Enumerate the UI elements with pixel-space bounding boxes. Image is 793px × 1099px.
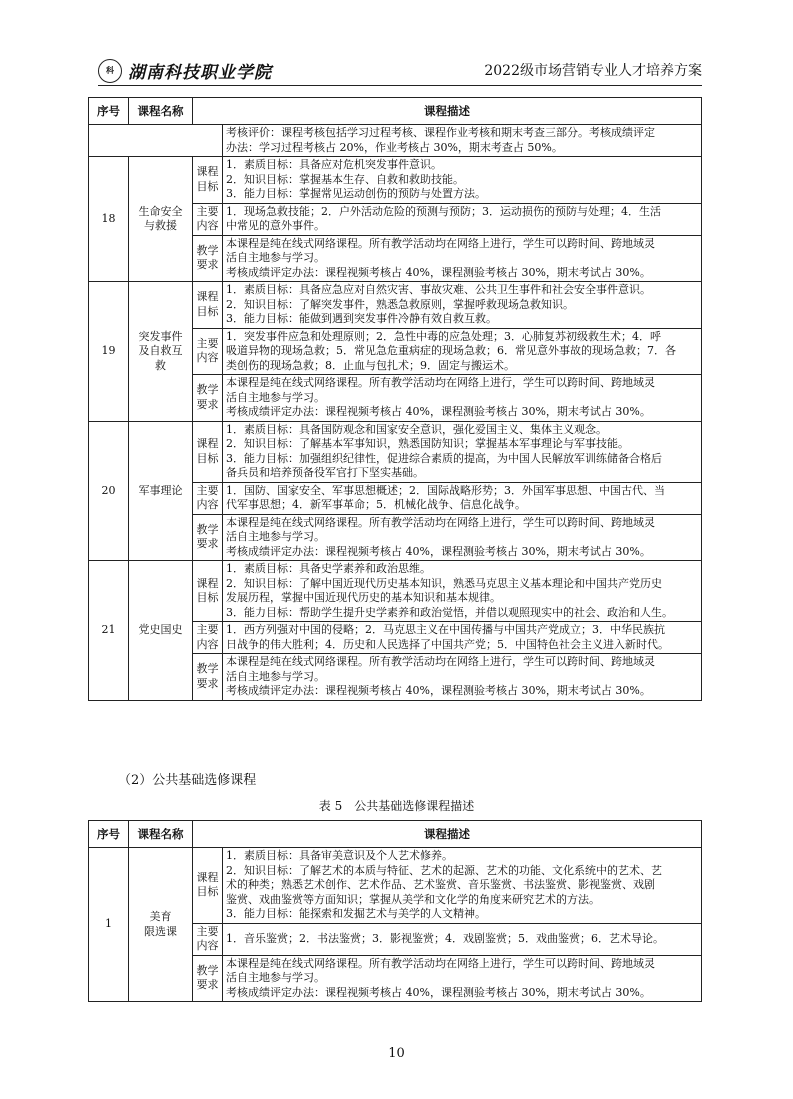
course-name: [129, 848, 193, 1002]
row-label: [193, 282, 223, 329]
row-label: [193, 514, 223, 561]
row-description: [223, 203, 702, 235]
row-label-line: 主要: [196, 336, 219, 350]
row-label: [193, 654, 223, 701]
description-line: 2．知识目标：了解中国近现代历史基本知识，熟悉马克思主义基本理论和中国共产党历史: [226, 576, 662, 590]
description-line: 3．能力目标：掌握常见运动创伤的预防与处置方法。: [226, 187, 486, 200]
description-line: 本课程是纯在线式网络课程。所有教学活动均在网络上进行，学生可以跨时间、跨地域灵: [226, 376, 655, 389]
course-name-line: 及自救互: [138, 344, 183, 357]
document-title: 2022级市场营销专业人才培养方案: [484, 63, 702, 79]
row-label-line: 内容: [196, 351, 219, 365]
page-header: [98, 58, 702, 84]
description-line: 2．知识目标：掌握基本生存、自救和救助技能。: [226, 172, 464, 186]
row-label-line: 教学: [196, 383, 219, 397]
row-label: [193, 561, 223, 622]
course-name: [129, 157, 193, 282]
row-label-line: 课程: [196, 437, 219, 450]
description-line: 考核成绩评定办法：课程视频考核占 40%，课程测验考核占 30%，期末考试占 30%。: [226, 985, 651, 999]
description-line: 类创伤的现场急救；8．止血与包扎术；9．固定与搬运术。: [226, 358, 515, 372]
row-label-line: 内容: [196, 498, 219, 511]
row-label: [193, 157, 223, 204]
course-name-line: 美育: [149, 910, 172, 923]
description-line: 考核成绩评定办法：课程视频考核占 40%，课程测验考核占 30%，期末考试占 30%。: [226, 265, 651, 279]
table-row: [89, 561, 702, 622]
row-label-line: 主要: [196, 204, 219, 218]
row-label-line: 课程: [196, 870, 219, 884]
row-label-line: 目标: [196, 451, 219, 465]
description-line: 1．素质目标：具备应急应对自然灾害、事故灾难、公共卫生事件和社会安全事件意识。: [226, 283, 651, 296]
description-line: 考核成绩评定办法：课程视频考核占 40%，课程测验考核占 30%，期末考试占 30%。: [226, 684, 651, 697]
row-label-line: 教学: [196, 963, 219, 977]
row-description: [223, 328, 702, 375]
row-description: [223, 654, 702, 701]
row-description: [223, 561, 702, 622]
row-label-line: 教学: [196, 522, 219, 536]
row-label-line: 要求: [196, 978, 219, 992]
description-line: 日战争的伟大胜利；4．历史和人民选择了中国共产党；5．中国特色社会主义进入新时代。: [226, 637, 669, 651]
row-description: [223, 482, 702, 514]
description-line: 中常见的意外事件。: [226, 219, 325, 232]
course-number: 1: [89, 848, 129, 1002]
course-name-line: 生命安全: [138, 204, 183, 218]
description-line: 1．现场急救技能；2．户外活动危险的预测与预防；3．运动损伤的预防与处理；4．生活: [226, 204, 661, 218]
table-row: [89, 125, 702, 157]
description-line: 发展历程，掌握中国近现代历史的基本知识和基本规律。: [226, 591, 501, 604]
row-label-line: 内容: [196, 637, 219, 651]
description-line: 2．知识目标：了解艺术的本质与特征、艺术的起源、艺术的功能、文化系统中的艺术、艺: [226, 863, 662, 877]
course-name-line: 军事理论: [138, 483, 183, 497]
description-line: 2．知识目标：了解突发事件，熟悉急救原则，掌握呼救现场急救知识。: [226, 297, 574, 311]
course-name-line: 突发事件: [138, 329, 183, 343]
row-label-line: 内容: [196, 939, 219, 952]
description-line: 办法：学习过程考核占 20%，作业考核占 30%，期末考查占 50%。: [226, 140, 563, 154]
description-line: 活自主地参与学习。: [226, 390, 325, 404]
description-line: 考核成绩评定办法：课程视频考核占 40%，课程测验考核占 30%，期末考试占 30%。: [226, 544, 651, 558]
row-description: [223, 848, 702, 924]
description-line: 本课程是纯在线式网络课程。所有教学活动均在网络上进行，学生可以跨时间、跨地域灵: [226, 655, 655, 668]
row-label: [193, 375, 223, 422]
description-line: 1．素质目标：具备审美意识及个人艺术修养。: [226, 849, 453, 862]
description-line: 活自主地参与学习。: [226, 971, 325, 984]
row-label-line: 教学: [196, 662, 219, 676]
row-label-line: 要求: [196, 537, 219, 551]
row-label: [193, 328, 223, 375]
header-course-description: 课程描述: [193, 821, 702, 848]
row-label-line: 目标: [196, 591, 219, 604]
row-label-line: 课程: [196, 165, 219, 179]
college-name: 湖南科技职业学院: [128, 63, 272, 83]
row-label: [193, 622, 223, 654]
description-line: 备兵员和培养预备役军官打下坚实基础。: [226, 466, 424, 479]
row-label-line: 主要: [196, 623, 219, 636]
row-label: [193, 421, 223, 482]
course-name-line: 救: [155, 358, 166, 372]
header-number: 序号: [89, 98, 129, 125]
description-line: 鉴赏、戏曲鉴赏等方面知识；掌握从美学和文化学的角度来研究艺术的方法。: [226, 892, 600, 906]
description-line: 1．音乐鉴赏；2．书法鉴赏；3．影视鉴赏；4．戏剧鉴赏；5．戏曲鉴赏；6．艺术导论。: [226, 931, 664, 945]
row-description: [223, 157, 702, 204]
description-line: 代军事思想；4．新军事革命；5．机械化战争、信息化战争。: [226, 498, 526, 511]
table-row: [89, 421, 702, 482]
row-label-line: 课程: [196, 576, 219, 590]
description-line: 3．能力目标：能做到遇到突发事件冷静有效自救互救。: [226, 312, 497, 325]
college-logo: [98, 58, 272, 83]
description-line: 本课程是纯在线式网络课程。所有教学活动均在网络上进行，学生可以跨时间、跨地域灵: [226, 236, 655, 250]
row-label-line: 主要: [196, 483, 219, 497]
row-label-line: 目标: [196, 885, 219, 899]
row-description: [223, 514, 702, 561]
table-header-row: [89, 821, 702, 848]
row-label-line: 目标: [196, 304, 219, 318]
row-label-line: 教学: [196, 243, 219, 257]
row-description: [223, 622, 702, 654]
description-line: 吸道异物的现场急救；5．常见急危重病症的现场急救；6．常见意外事故的现场急救；7．各: [226, 344, 676, 357]
description-line: 1．素质目标：具备国防观念和国家安全意识，强化爱国主义、集体主义观念。: [226, 422, 607, 436]
header-course-description: 课程描述: [193, 98, 702, 125]
continuation-description: [223, 125, 702, 157]
description-line: 活自主地参与学习。: [226, 530, 325, 543]
row-label: [193, 955, 223, 1002]
row-description: [223, 235, 702, 282]
description-line: 2．知识目标：了解基本军事知识，熟悉国防知识；掌握基本军事理论与军事技能。: [226, 437, 629, 450]
course-name-line: 限选课: [144, 924, 177, 938]
course-name-line: 党史国史: [138, 623, 183, 636]
row-description: [223, 282, 702, 329]
course-table-1: [88, 97, 702, 701]
course-number: 18: [89, 157, 129, 282]
description-line: 活自主地参与学习。: [226, 251, 325, 264]
description-line: 考核成绩评定办法：课程视频考核占 40%，课程测验考核占 30%，期末考试占 30%。: [226, 405, 651, 418]
section-heading: （2）公共基础选修课程: [118, 773, 257, 788]
empty-cell: [89, 125, 223, 157]
description-line: 术的种类；熟悉艺术创作、艺术作品、艺术鉴赏、音乐鉴赏、书法鉴赏、影视鉴赏、戏剧: [226, 878, 655, 891]
description-line: 3．能力目标：帮助学生提升史学素养和政治觉悟，并借以观照现实中的社会、政治和人生。: [226, 605, 673, 619]
header-course-name: 课程名称: [129, 821, 193, 848]
header-number: 序号: [89, 821, 129, 848]
header-course-name: 课程名称: [129, 98, 193, 125]
row-label: [193, 923, 223, 955]
college-seal-icon: 科: [98, 59, 122, 83]
row-label-line: 内容: [196, 219, 219, 232]
table-row: [89, 157, 702, 204]
row-description: [223, 421, 702, 482]
row-label: [193, 848, 223, 924]
course-number: 20: [89, 421, 129, 561]
description-line: 考核评价：课程考核包括学习过程考核、课程作业考核和期末考查三部分。考核成绩评定: [226, 126, 655, 139]
row-description: [223, 955, 702, 1002]
description-line: 1．国防、国家安全、军事思想概述；2．国际战略形势；3．外国军事思想、中国古代、当: [226, 483, 665, 497]
row-label-line: 主要: [196, 924, 219, 938]
page-number: 10: [388, 1046, 405, 1061]
row-label-line: 要求: [196, 397, 219, 411]
description-line: 1．素质目标：具备史学素养和政治思维。: [226, 562, 431, 575]
description-line: 1．突发事件应急和处理原则；2．急性中毒的应急处理；3．心肺复苏初级救生术；4．呼: [226, 329, 661, 343]
table-header-row: [89, 98, 702, 125]
row-label: [193, 235, 223, 282]
course-name: [129, 282, 193, 422]
description-line: 3．能力目标：加强组织纪律性，促进综合素质的提高，为中国人民解放军训练储备合格后: [226, 451, 662, 465]
course-number: 19: [89, 282, 129, 422]
row-description: [223, 923, 702, 955]
description-line: 1．素质目标：具备应对危机突发事件意识。: [226, 158, 442, 171]
description-line: 活自主地参与学习。: [226, 669, 325, 683]
row-label-line: 目标: [196, 179, 219, 193]
course-name: [129, 421, 193, 561]
description-line: 本课程是纯在线式网络课程。所有教学活动均在网络上进行，学生可以跨时间、跨地域灵: [226, 515, 655, 529]
row-label-line: 要求: [196, 676, 219, 690]
course-name-line: 与救援: [144, 219, 177, 232]
header-divider: [98, 85, 702, 86]
course-table-2: [88, 820, 702, 1002]
row-description: [223, 375, 702, 422]
table-row: [89, 848, 702, 924]
table-caption: 表 5 公共基础选修课程描述: [318, 799, 475, 813]
row-label-line: 课程: [196, 290, 219, 304]
course-number: 21: [89, 561, 129, 701]
row-label: [193, 203, 223, 235]
table-row: [89, 282, 702, 329]
course-name: [129, 561, 193, 701]
description-line: 3．能力目标：能探索和发掘艺术与美学的人文精神。: [226, 907, 486, 920]
row-label-line: 要求: [196, 258, 219, 272]
description-line: 本课程是纯在线式网络课程。所有教学活动均在网络上进行，学生可以跨时间、跨地域灵: [226, 956, 655, 970]
row-label: [193, 482, 223, 514]
description-line: 1．西方列强对中国的侵略；2．马克思主义在中国传播与中国共产党成立；3．中华民族抗: [226, 623, 665, 636]
